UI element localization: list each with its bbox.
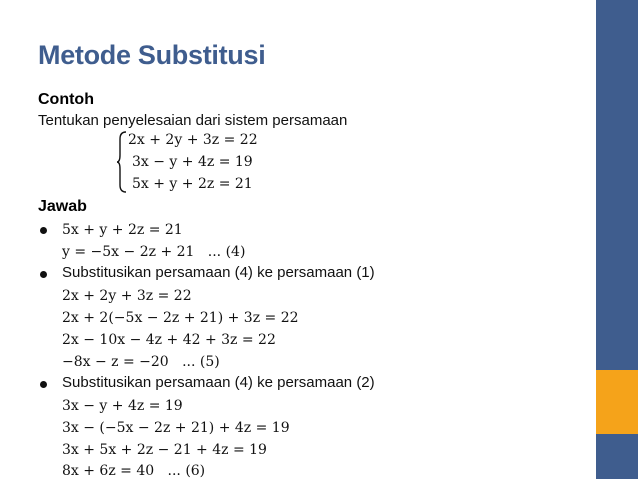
bullet-2 [40,271,47,278]
step2-line-4: −8x − z = −20 ... (5) [62,354,220,370]
sidebar-decoration [596,0,638,479]
step2-label: Substitusikan persamaan (4) ke persamaan (1) [62,264,375,281]
step3-label: Substitusikan persamaan (4) ke persamaan (2) [62,374,375,391]
contoh-label: Contoh [38,91,94,108]
step1-line-2: y = −5x − 2z + 21 ... (4) [62,244,246,260]
sidebar-accent [596,370,638,434]
step2-line-1: 2x + 2y + 3z = 22 [62,288,192,304]
step1-line-1: 5x + y + 2z = 21 [62,222,183,238]
bullet-1 [40,227,47,234]
step3-line-1: 3x − y + 4z = 19 [62,398,183,414]
step3-line-4: 8x + 6z = 40 ... (6) [62,463,206,479]
bullet-3 [40,381,47,388]
system-equation-1: 2x + 2y + 3z = 22 [128,132,258,148]
jawab-label: Jawab [38,198,87,215]
brace-icon [116,131,128,193]
step2-line-2: 2x + 2(−5x − 2z + 21) + 3z = 22 [62,310,299,326]
contoh-intro: Tentukan penyelesaian dari sistem persamaan [38,112,348,129]
system-equation-3: 5x + y + 2z = 21 [132,176,253,192]
page-title: Metode Substitusi [38,40,266,70]
system-equation-2: 3x − y + 4z = 19 [132,154,253,170]
step3-line-3: 3x + 5x + 2z − 21 + 4z = 19 [62,442,267,458]
step2-line-3: 2x − 10x − 4z + 42 + 3z = 22 [62,332,276,348]
step3-line-2: 3x − (−5x − 2z + 21) + 4z = 19 [62,420,290,436]
